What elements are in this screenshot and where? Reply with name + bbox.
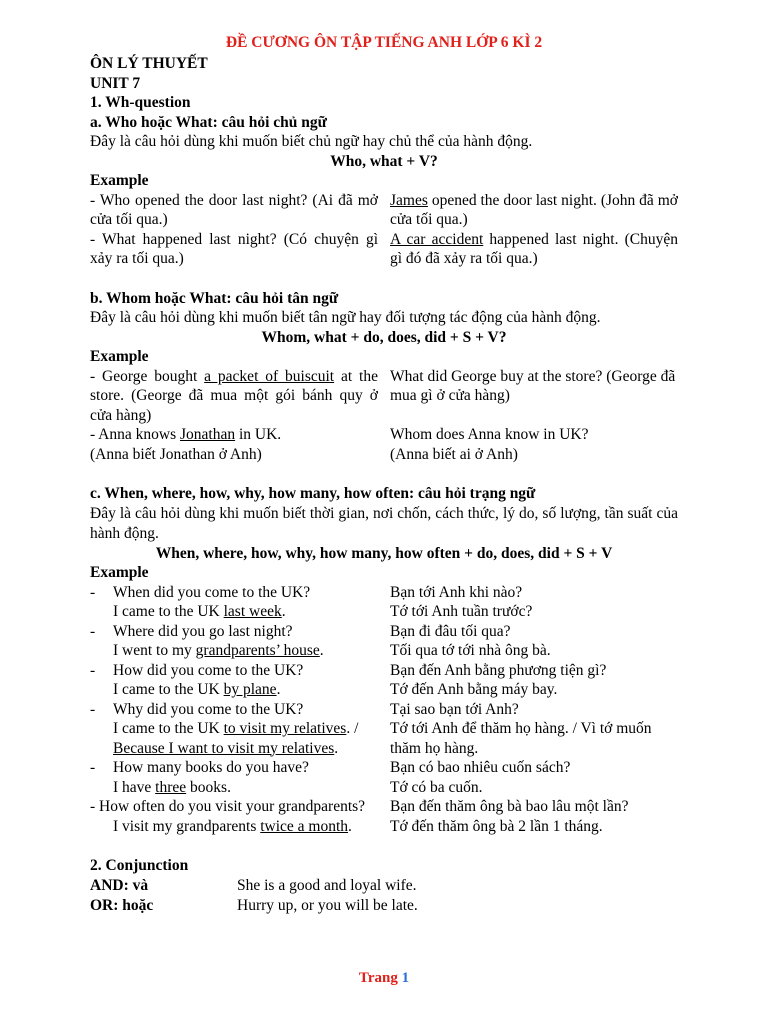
document-page xyxy=(90,32,678,916)
translation: (Anna biết Jonathan ở Anh) xyxy=(90,445,262,463)
answer-text: happened last night. (Chuyện gì đó đã xảy ra tối qua.) xyxy=(390,230,678,267)
underlined-answer: three xyxy=(155,778,187,796)
example-answer xyxy=(390,191,678,230)
answer: I have xyxy=(113,778,156,796)
heading-a: a. Who hoặc What: câu hỏi chủ ngữ xyxy=(90,113,327,131)
example-statement xyxy=(90,425,378,464)
formula-b: Whom, what + do, does, did + S + V? xyxy=(261,328,507,346)
punct: . xyxy=(334,739,339,757)
underlined-answer: twice a month xyxy=(260,817,349,835)
example-label-a: Example xyxy=(90,172,149,189)
heading-b: b. Whom hoặc What: câu hỏi tân ngữ xyxy=(90,289,339,307)
translation: Tớ có ba cuốn. xyxy=(390,778,483,796)
punct: . xyxy=(319,642,324,659)
translation: Tớ tới Anh để thăm họ hàng. / Vì tớ muốn thăm họ hàng. xyxy=(390,720,652,757)
unit-heading: UNIT 7 xyxy=(90,74,141,92)
dash: - xyxy=(90,700,96,718)
translation: Bạn đến Anh bằng phương tiện gì? xyxy=(390,661,607,679)
dash: - xyxy=(90,622,96,640)
example-question: - Who opened the door last night? (Ai đã mở cửa tối qua.) xyxy=(90,191,378,228)
example-row xyxy=(90,583,678,837)
translation: Tại sao bạn tới Anh? xyxy=(390,700,519,718)
answer-text: opened the door last night. (John đã mở cửa tối qua.) xyxy=(390,191,678,228)
example-row xyxy=(90,191,678,230)
text: at the store. (George đã mua một gói bánh quy ở cửa hàng) xyxy=(90,367,378,424)
underlined-answer: A car accident xyxy=(390,230,484,248)
underlined-answer: grandparents’ house xyxy=(195,642,320,659)
answer: I came to the UK xyxy=(113,681,224,698)
underlined-answer: Because I want to visit my relatives xyxy=(113,739,335,757)
conjunction-row xyxy=(90,876,678,896)
desc-b: Đây là câu hỏi dùng khi muốn biết tân ngữ hay đối tượng tác động của hành động. xyxy=(90,309,601,326)
section-heading: ÔN LÝ THUYẾT xyxy=(90,55,208,72)
page-word: Trang xyxy=(358,970,398,986)
translation: Tớ đến Anh bằng máy bay. xyxy=(390,681,558,698)
punct: . xyxy=(281,603,286,620)
heading-c: c. When, where, how, why, how many, how often: câu hỏi trạng ngữ xyxy=(90,485,536,502)
dash: - xyxy=(90,661,96,679)
answer-tail: books. xyxy=(186,778,231,796)
example-statement xyxy=(90,367,378,426)
example-question: - What happened last night? (Có chuyện gì xảy ra tối qua.) xyxy=(90,230,378,267)
formula-a: Who, what + V? xyxy=(330,152,438,170)
conjunction-row xyxy=(90,896,678,916)
example-question xyxy=(390,425,678,464)
formula-c: When, where, how, why, how many, how often + do, does, did + S + V xyxy=(155,544,613,562)
answer: I came to the UK xyxy=(113,603,224,620)
translation: Bạn có bao nhiêu cuốn sách? xyxy=(390,759,571,776)
translation: Tớ tới Anh tuần trước? xyxy=(390,603,533,620)
example-question: What did George buy at the store? (George đã mua gì ở cửa hàng) xyxy=(390,367,676,404)
punct: . xyxy=(276,681,281,698)
desc-a: Đây là câu hỏi dùng khi muốn biết chủ ngữ hay chủ thể của hành động. xyxy=(90,133,533,150)
question-text: Whom does Anna know in UK? xyxy=(390,426,589,443)
example-row xyxy=(90,425,678,464)
example-row xyxy=(90,367,678,426)
example-qa xyxy=(90,583,378,837)
page-title: ĐỀ CƯƠNG ÔN TẬP TIẾNG ANH LỚP 6 KÌ 2 xyxy=(225,34,543,51)
question: Why did you come to the UK? xyxy=(113,700,304,718)
heading-conjunction: 2. Conjunction xyxy=(90,857,189,874)
underlined-object: Jonathan xyxy=(179,426,236,443)
text: in UK. xyxy=(235,426,282,443)
underlined-answer: last week xyxy=(223,603,282,620)
answer: I visit my grandparents xyxy=(113,817,261,835)
translation: Bạn đi đâu tối qua? xyxy=(390,622,511,640)
desc-c: Đây là câu hỏi dùng khi muốn biết thời gian, nơi chốn, cách thức, lý do, số lượng, tần suất của hành động. xyxy=(90,504,678,542)
page-footer xyxy=(0,970,768,987)
example-label-b: Example xyxy=(90,348,149,365)
question: How many books do you have? xyxy=(113,759,309,776)
example-row xyxy=(90,230,678,269)
conjunction-term: OR: hoặc xyxy=(90,896,154,914)
underlined-answer: James xyxy=(390,191,428,209)
answer: I went to my xyxy=(113,642,196,659)
dash: - xyxy=(90,583,96,601)
text: - Anna knows xyxy=(90,426,180,443)
punct: . xyxy=(348,817,352,835)
conjunction-example: She is a good and loyal wife. xyxy=(237,876,417,894)
translation: (Anna biết ai ở Anh) xyxy=(390,445,518,463)
underlined-object: a packet of buiscuit xyxy=(204,367,335,385)
underlined-answer: by plane xyxy=(223,681,277,698)
text: - George bought xyxy=(90,367,205,385)
heading-wh-question: 1. Wh-question xyxy=(90,94,191,111)
question: How did you come to the UK? xyxy=(113,661,304,679)
conjunction-term: AND: và xyxy=(90,876,149,894)
underlined-answer: to visit my relatives xyxy=(223,720,347,737)
answer: I came to the UK xyxy=(113,720,224,737)
translation: Tớ đến thăm ông bà 2 lần 1 tháng. xyxy=(390,817,603,835)
punct: . / xyxy=(346,720,359,737)
translation: Tối qua tớ tới nhà ông bà. xyxy=(390,642,551,659)
example-label-c: Example xyxy=(90,564,149,581)
translation: Bạn tới Anh khi nào? xyxy=(390,583,523,601)
example-answer xyxy=(390,230,678,269)
question: Where did you go last night? xyxy=(113,622,293,640)
dash: - xyxy=(90,759,96,776)
question: When did you come to the UK? xyxy=(113,583,311,601)
example-translations xyxy=(390,583,678,837)
conjunction-example: Hurry up, or you will be late. xyxy=(237,896,418,914)
page-number: 1 xyxy=(401,970,410,986)
question: - How often do you visit your grandparents? xyxy=(90,798,366,815)
translation: Bạn đến thăm ông bà bao lâu một lần? xyxy=(390,798,629,815)
